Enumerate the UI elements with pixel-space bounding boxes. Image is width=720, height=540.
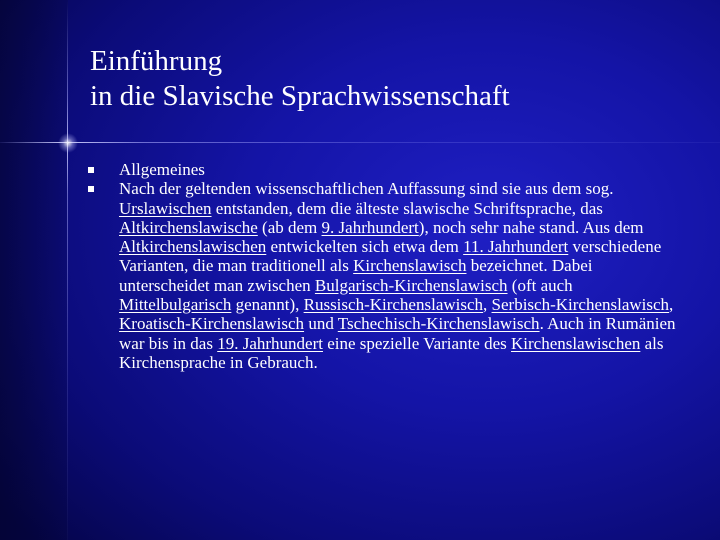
bullet-text: Allgemeines xyxy=(119,160,205,179)
link-kroatisch-kirchenslawisch[interactable]: Kroatisch-Kirchenslawisch xyxy=(119,314,305,334)
paragraph-text: (ab dem xyxy=(257,217,322,237)
cross-glow-decoration xyxy=(58,133,78,153)
paragraph-text: bezeichnet. Dabei unterscheidet man zwischen xyxy=(119,256,593,295)
paragraph-text: eine spezielle Variante des xyxy=(322,333,512,353)
link-russisch-kirchenslawisch[interactable]: Russisch-Kirchenslawisch xyxy=(303,295,484,315)
link-9-jahrhundert[interactable]: 9. Jahrhundert xyxy=(321,217,419,237)
link-kirchenslawischen[interactable]: Kirchenslawischen xyxy=(511,333,641,353)
vertical-decorative-line xyxy=(67,0,68,540)
square-bullet-icon xyxy=(88,167,94,173)
link-altkirchenslawische[interactable]: Altkirchenslawische xyxy=(119,217,258,237)
link-19-jahrhundert[interactable]: 19. Jahrhundert xyxy=(217,333,323,353)
paragraph-text: entwickelten sich etwa dem xyxy=(266,237,464,257)
paragraph-text: ), noch sehr nahe stand. Aus dem xyxy=(418,217,644,237)
slide-title-line-1: Einführung xyxy=(90,45,223,77)
paragraph-text: und xyxy=(304,314,338,334)
link-11-jahrhundert[interactable]: 11. Jahrhundert xyxy=(463,237,569,257)
link-kirchenslawisch[interactable]: Kirchenslawisch xyxy=(353,256,467,276)
paragraph-text: (oft auch xyxy=(507,275,573,295)
paragraph-text: als Kirchensprache in Gebrauch. xyxy=(119,333,664,372)
horizontal-decorative-line xyxy=(0,142,720,143)
link-altkirchenslawischen[interactable]: Altkirchenslawischen xyxy=(119,237,267,257)
bullet-item-allgemeines xyxy=(88,160,688,179)
bullet-paragraph xyxy=(119,179,679,372)
slide-title-line-2: in die Slavische Sprachwissenschaft xyxy=(90,80,510,112)
paragraph-text: entstanden, dem die älteste slawische Schriftsprache, das xyxy=(211,198,603,218)
paragraph-text: verschiedene Varianten, die man traditionell als xyxy=(119,237,662,276)
link-tschechisch-kirchenslawisch[interactable]: Tschechisch-Kirchenslawisch xyxy=(337,314,540,334)
link-bulgarisch-kirchenslawisch[interactable]: Bulgarisch-Kirchenslawisch xyxy=(314,275,508,295)
square-bullet-icon xyxy=(88,186,94,192)
paragraph-text: , xyxy=(669,295,674,315)
bullet-item-paragraph xyxy=(88,179,688,372)
slide-title xyxy=(90,44,690,114)
link-mittelbulgarisch[interactable]: Mittelbulgarisch xyxy=(119,295,232,315)
paragraph-text: . Auch in Rumänien war bis in das xyxy=(119,314,676,353)
link-urslawischen[interactable]: Urslawischen xyxy=(119,198,212,218)
paragraph-text: Nach der geltenden wissenschaftlichen Auffassung sind sie aus dem sog. xyxy=(119,179,614,199)
bullet-list xyxy=(88,160,688,372)
paragraph-text: , xyxy=(483,295,492,315)
left-decorative-band xyxy=(0,0,68,540)
paragraph-text: genannt), xyxy=(231,295,304,315)
link-serbisch-kirchenslawisch[interactable]: Serbisch-Kirchenslawisch xyxy=(491,295,670,315)
